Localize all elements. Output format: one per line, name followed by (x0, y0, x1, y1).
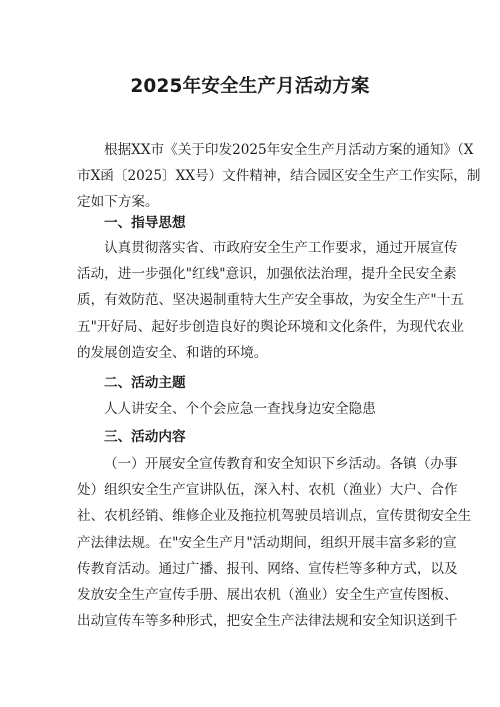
document-title: 2025年安全生产月活动方案 (130, 76, 370, 97)
section-body-activity-theme (77, 396, 433, 422)
body-line: （一）开展安全宣传教育和安全知识下乡活动。各镇（办事 (104, 456, 458, 472)
body-line: 质，有效防范、坚决遏制重特大生产安全事故，为安全生产"十五 (77, 292, 464, 309)
section-heading-activity-theme: 二、活动主题 (104, 375, 186, 391)
intro-line: 根据XX市《关于印发2025年安全生产月活动方案的通知》（X (104, 142, 474, 158)
section-heading-activity-content: 三、活动内容 (104, 429, 186, 445)
intro-line: 市X函〔2025〕XX号）文件精神，结合园区安全生产工作实际，制 (77, 168, 481, 185)
body-line: 认真贯彻落实省、市政府安全生产工作要求，通过开展宣传 (104, 240, 458, 256)
body-line: 发放安全生产宣传手册、展出农机（渔业）安全生产宣传图板、 (77, 587, 458, 604)
body-line: 五"开好局、起好步创造良好的舆论环境和文化条件，为现代农业 (77, 318, 464, 335)
intro-paragraph (77, 137, 481, 216)
body-line: 活动，进一步强化"红线"意识，加强依法治理，提升全民安全素 (77, 266, 457, 283)
body-line: 的发展创造安全、和谐的环境。 (77, 344, 268, 361)
body-line: 社、农机经销、维修企业及拖拉机驾驶员培训点，宣传贯彻安全生 (77, 508, 472, 525)
body-line: 传教育活动。通过广播、报刊、网络、宣传栏等多种方式，以及 (77, 560, 458, 577)
body-line: 处）组织安全生产宣讲队伍，深入村、农机（渔业）大户、合作 (77, 482, 458, 499)
body-line: 人人讲安全、个个会应急一查找身边安全隐患 (104, 401, 376, 417)
body-line: 产法律法规。在"安全生产月"活动期间，组织开展丰富多彩的宣 (77, 534, 457, 551)
intro-line: 定如下方案。 (77, 194, 159, 211)
section-heading-guiding-ideology: 一、指导思想 (104, 215, 186, 231)
section-body-activity-content (77, 451, 472, 634)
body-line: 出动宣传车等多种形式，把安全生产法律法规和安全知识送到千 (77, 613, 458, 630)
section-body-guiding-ideology (77, 235, 464, 366)
